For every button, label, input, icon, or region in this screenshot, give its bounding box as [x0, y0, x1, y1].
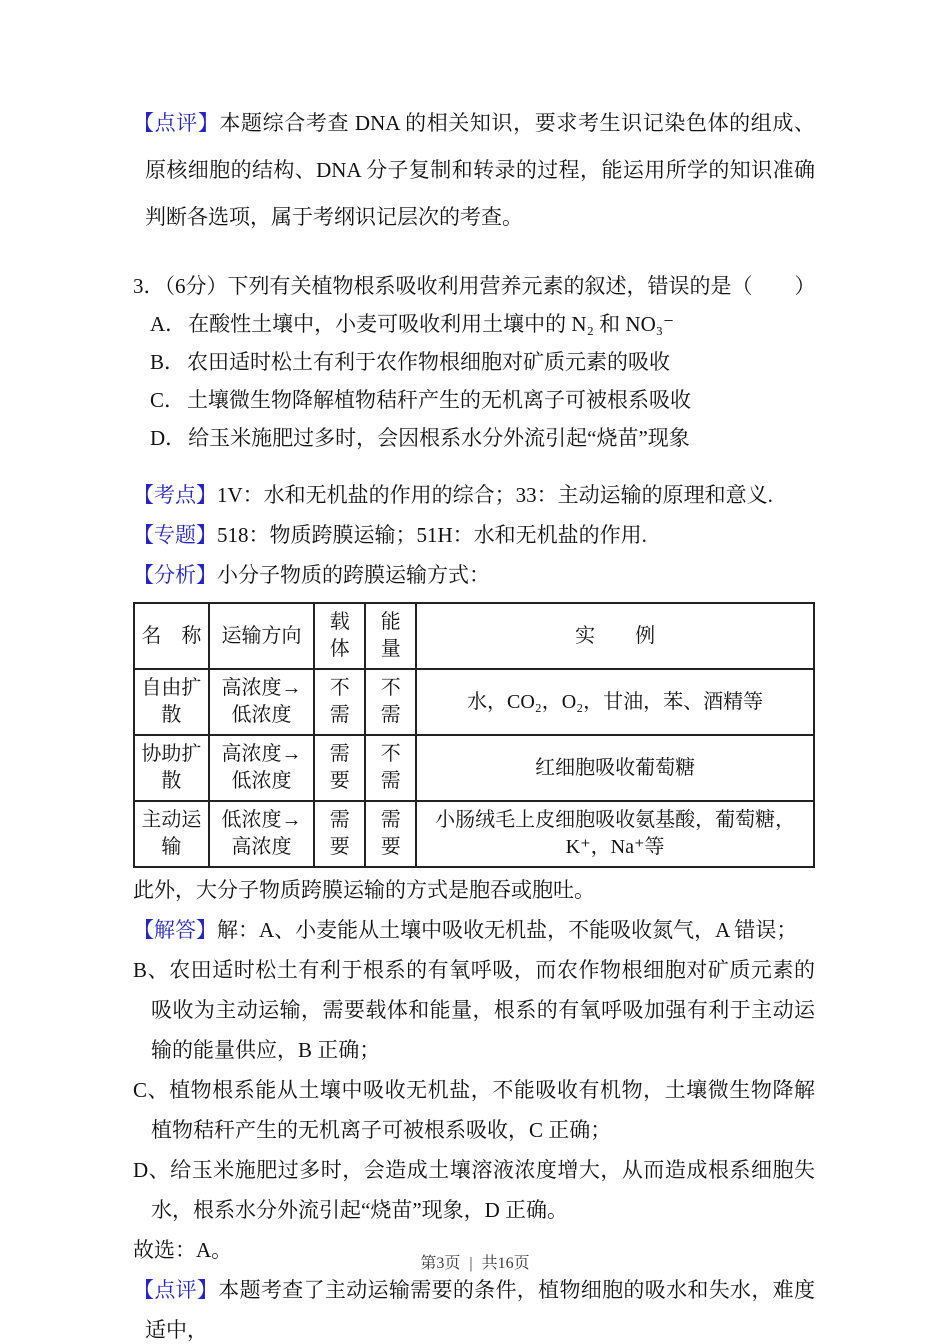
cell-carrier: 需要	[314, 801, 365, 867]
question-options	[133, 305, 815, 457]
table-row-active-transport	[134, 801, 814, 867]
option-c-label: C．	[150, 388, 186, 412]
cell-name: 协助扩散	[134, 735, 209, 801]
zhuanti-text: 518：物质跨膜运输；51H：水和无机盐的作用.	[217, 523, 647, 547]
option-b-text: 农田适时松土有利于农作物根细胞对矿质元素的吸收	[187, 350, 671, 374]
footer-separator: |	[469, 1255, 473, 1272]
option-b	[150, 343, 815, 381]
page-content	[0, 100, 950, 1344]
question-meta-block	[133, 475, 815, 595]
table-row-free-diffusion	[134, 669, 814, 735]
comment-text: 本题综合考查 DNA 的相关知识，要求考生识记染色体的组成、原核细胞的结构、DNA 分子复制和转录的过程，能运用所学的知识准确判断各选项，属于考纲识记层次的考查。	[145, 111, 815, 229]
header-energy: 能量	[365, 603, 416, 669]
zhuanti-line	[133, 515, 815, 555]
table-row-facilitated-diffusion	[134, 735, 814, 801]
solution-line-b: B、农田适时松土有利于根系的有氧呼吸，而农作物根细胞对矿质元素的吸收为主动运输，需要载体和能量，根系的有氧呼吸加强有利于主动运输的能量供应，B 正确；	[133, 958, 815, 1062]
cell-example: 小肠绒毛上皮细胞吸收氨基酸，葡萄糖，K⁺，Na⁺等	[416, 801, 814, 867]
cell-energy: 不需	[365, 735, 416, 801]
cell-carrier: 需要	[314, 735, 365, 801]
transport-methods-table	[133, 602, 815, 868]
option-c-text: 土壤微生物降解植物秸秆产生的无机离子可被根系吸收	[187, 388, 692, 412]
kaodian-text: 1V：水和无机盐的作用的综合；33：主动运输的原理和意义.	[217, 483, 773, 507]
solution-tag: 【解答】	[133, 918, 217, 942]
solution-conclusion: 故选：A。	[133, 1238, 233, 1262]
footer-total-pages: 共16页	[481, 1255, 530, 1272]
cell-example: 红细胞吸收葡萄糖	[416, 735, 814, 801]
question-stem-text: （6分）下列有关植物根系吸收利用营养元素的叙述，错误的是（ ）	[164, 274, 816, 298]
cell-carrier: 不需	[314, 669, 365, 735]
header-carrier: 载体	[314, 603, 365, 669]
zhuanti-tag: 【专题】	[133, 523, 217, 547]
kaodian-tag: 【考点】	[133, 483, 217, 507]
solution-text-a: 解：A、小麦能从土壤中吸收无机盐，不能吸收氮气，A 错误；	[217, 918, 798, 942]
solution-line-d: D、给玉米施肥过多时，会造成土壤溶液浓度增大，从而造成根系细胞失水，根系水分外流引起“烧苗”现象，D 正确。	[133, 1158, 815, 1222]
solution-line-a	[133, 910, 815, 950]
fenxi-line	[133, 555, 815, 595]
cell-name: 主动运输	[134, 801, 209, 867]
cell-name: 自由扩散	[134, 669, 209, 735]
previous-question-comment	[133, 100, 815, 241]
footer-page-number: 第3页	[420, 1255, 461, 1272]
page-footer	[0, 1250, 950, 1273]
header-example: 实 例	[416, 603, 814, 669]
cell-direction: 高浓度→低浓度	[209, 735, 314, 801]
table-header-row	[134, 603, 814, 669]
question-stem	[133, 267, 815, 305]
table-note: 此外，大分子物质跨膜运输的方式是胞吞或胞吐。	[133, 878, 595, 902]
option-d-label: D．	[150, 426, 187, 450]
question-comment	[133, 1270, 815, 1344]
solution-line-c: C、植物根系能从土壤中吸收无机盐，不能吸收有机物，土壤微生物降解植物秸秆产生的无机离子可被根系吸收，C 正确；	[133, 1078, 815, 1142]
question-3-block	[133, 267, 815, 457]
comment-text: 本题考查了主动运输需要的条件，植物细胞的吸水和失水，难度适中，	[145, 1278, 816, 1342]
kaodian-line	[133, 475, 815, 515]
comment-tag: 【点评】	[133, 111, 220, 135]
cell-energy: 需要	[365, 801, 416, 867]
option-c	[150, 381, 815, 419]
cell-direction: 低浓度→高浓度	[209, 801, 314, 867]
fenxi-tag: 【分析】	[133, 563, 217, 587]
cell-energy: 不需	[365, 669, 416, 735]
comment-tag: 【点评】	[133, 1278, 219, 1302]
option-a-text: 在酸性土壤中，小麦可吸收利用土壤中的 N₂ 和 NO₃⁻	[188, 312, 675, 336]
cell-direction: 高浓度→低浓度	[209, 669, 314, 735]
cell-example: 水，CO₂，O₂，甘油，苯、酒精等	[416, 669, 814, 735]
option-a	[150, 305, 815, 343]
option-a-label: A．	[150, 312, 187, 336]
header-name: 名 称	[134, 603, 209, 669]
fenxi-text: 小分子物质的跨膜运输方式：	[217, 563, 490, 587]
question-number: 3．	[133, 274, 165, 298]
option-d	[150, 419, 815, 457]
solution-block	[133, 910, 815, 1270]
header-direction: 运输方向	[209, 603, 314, 669]
option-b-label: B．	[150, 350, 186, 374]
option-d-text: 给玉米施肥过多时，会因根系水分外流引起“烧苗”现象	[188, 426, 690, 450]
